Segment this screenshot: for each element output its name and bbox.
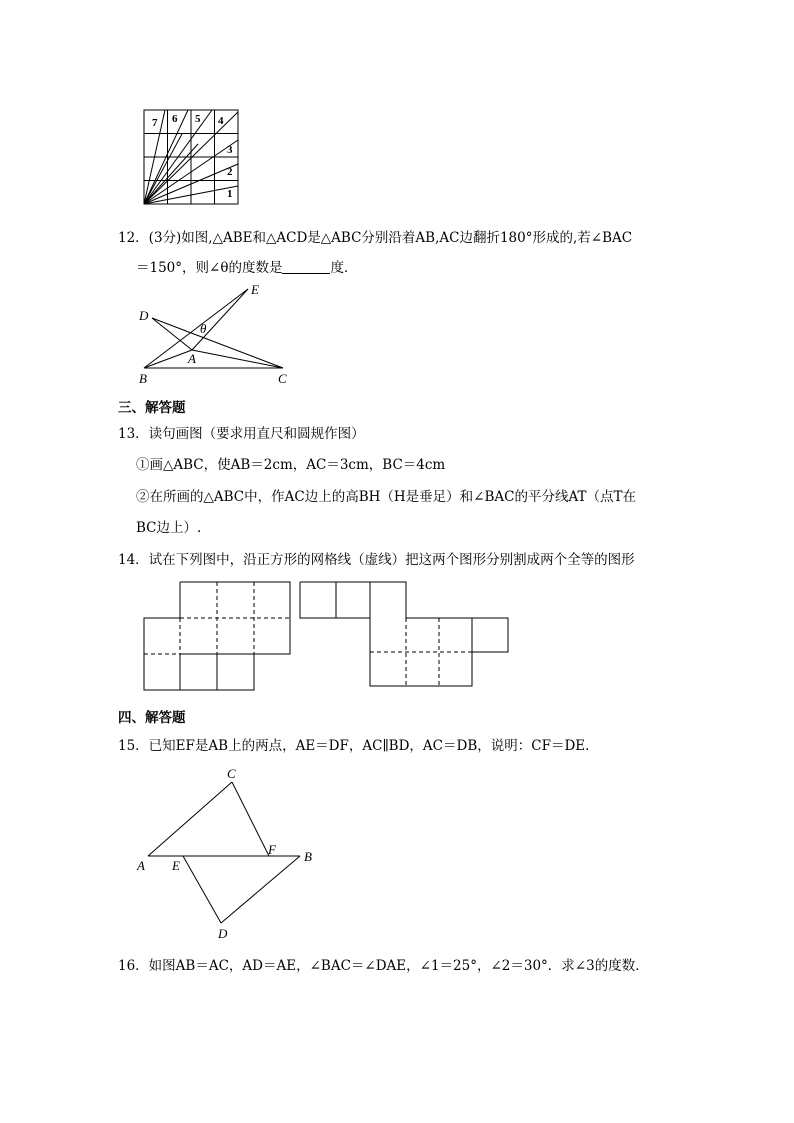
q15-label-f: F (268, 842, 276, 857)
q12-label-b: B (139, 371, 147, 386)
q15-label-b: B (304, 849, 312, 864)
q13-item2a: ②在所画的△ABC中，作AC边上的高BH（H是垂足）和∠BAC的平分线AT（点T在 (136, 489, 637, 505)
section-3-heading: 三、解答题 (118, 400, 186, 416)
q12-line1: 12．(3分)如图,△ABE和△ACD是△ABC分别沿着AB,AC边翻折180°形成的,若∠BAC (118, 230, 633, 246)
q13-item2b: BC边上）. (136, 520, 202, 536)
q15-label-a: A (137, 858, 145, 873)
q12-label-c: C (278, 371, 287, 386)
q15-label-e: E (172, 858, 180, 873)
q16-text: 16．如图AB＝AC，AD＝AE，∠BAC＝∠DAE，∠1＝25°，∠2＝30°．求∠3的度数． (118, 958, 649, 974)
q12-label-e: E (251, 282, 259, 297)
q12-line2-end: 度． (330, 260, 358, 276)
q11-label-6: 6 (172, 113, 178, 125)
q11-label-5: 5 (195, 113, 201, 125)
q12-line2-text: ＝150°，则∠θ的度数是 (136, 260, 283, 276)
q11-label-3: 3 (227, 144, 233, 156)
q11-grid-figure (138, 104, 242, 208)
q15-label-d: D (218, 926, 228, 941)
q12-label-theta: θ (200, 321, 207, 336)
q11-label-2: 2 (227, 166, 233, 178)
q11-label-1: 1 (227, 188, 233, 200)
q11-label-4: 4 (218, 115, 224, 127)
q14-figure-right (296, 578, 516, 696)
q12-label-d: D (139, 308, 149, 323)
section-4-heading: 四、解答题 (118, 710, 186, 726)
q12-label-a: A (188, 351, 196, 366)
q15-text: 15．已知EF是AB上的两点，AE＝DF，AC∥BD，AC＝DB，说明：CF＝DE． (118, 738, 599, 754)
q15-figure (132, 762, 322, 944)
q12-line2 (136, 258, 357, 278)
q15-label-c: C (227, 766, 236, 781)
q14-figure-left (138, 578, 298, 696)
q13-title: 13．读句画图（要求用直尺和圆规作图） (118, 426, 365, 442)
q12-figure (130, 280, 300, 390)
answer-blank[interactable] (282, 259, 330, 274)
q11-label-7: 7 (152, 117, 158, 129)
q13-item1: ①画△ABC，使AB＝2cm，AC＝3cm，BC＝4cm (136, 457, 446, 473)
q14-text: 14．试在下列图中，沿正方形的网格线（虚线）把这两个图形分别割成两个全等的图形 (118, 552, 635, 568)
